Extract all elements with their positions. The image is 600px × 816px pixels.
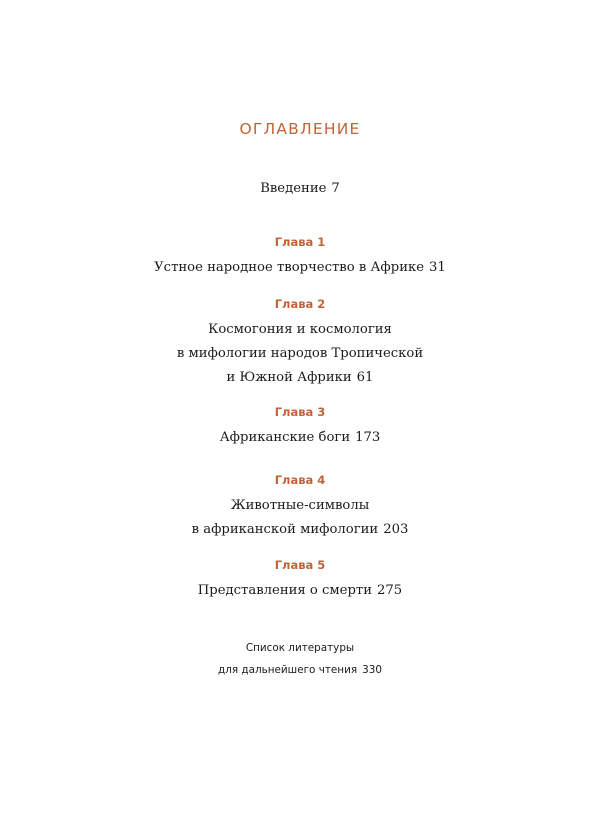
chapter-label: Глава 2 <box>274 297 326 311</box>
toc-entry-line <box>0 579 600 603</box>
toc-entry-text: для дальнейшего чтения <box>218 664 358 676</box>
toc-entry-text: Устное народное творчество в Африке <box>154 260 425 275</box>
toc-entry-chapter-5[interactable] <box>0 557 600 603</box>
toc-entry-chapter-1[interactable] <box>0 234 600 280</box>
toc-entry-chapter-3[interactable] <box>0 404 600 450</box>
toc-entry-text: Африканские боги <box>219 430 351 445</box>
page-title: ОГЛАВЛЕНИЕ <box>239 120 361 138</box>
toc-entry-line: Животные-символы <box>230 498 370 513</box>
toc-entry-intro[interactable] <box>0 177 600 201</box>
toc-entry-line <box>0 177 600 201</box>
toc-entry-text: и Южной Африки <box>226 370 352 385</box>
toc-entry-line <box>0 256 600 280</box>
toc-entry-line <box>0 426 600 450</box>
toc-entry-chapter-4[interactable] <box>0 472 600 542</box>
toc-entry-bibliography[interactable] <box>0 637 600 681</box>
toc-entry-text: Введение <box>260 181 327 196</box>
toc-entry-chapter-2[interactable] <box>0 296 600 390</box>
page-number: 173 <box>355 430 381 445</box>
page-number: 7 <box>331 181 340 196</box>
page-number: 61 <box>356 370 374 385</box>
toc-entry-text: в африканской мифологии <box>191 522 379 537</box>
page-number: 330 <box>362 664 382 676</box>
chapter-label: Глава 1 <box>274 235 326 249</box>
toc-entry-line: в мифологии народов Тропической <box>176 346 424 361</box>
page-number: 31 <box>429 260 446 275</box>
toc-entry-line: Список литературы <box>245 642 355 654</box>
chapter-label: Глава 4 <box>274 473 326 487</box>
chapter-label: Глава 5 <box>274 558 326 572</box>
page-number: 203 <box>383 522 409 537</box>
toc-entry-text: Представления о смерти <box>197 583 373 598</box>
toc-entry-line <box>0 659 600 681</box>
page-number: 275 <box>377 583 403 598</box>
chapter-label: Глава 3 <box>274 405 326 419</box>
toc-entry-line <box>0 366 600 390</box>
toc-entry-line: Космогония и космология <box>208 322 392 337</box>
toc-entry-line <box>0 518 600 542</box>
